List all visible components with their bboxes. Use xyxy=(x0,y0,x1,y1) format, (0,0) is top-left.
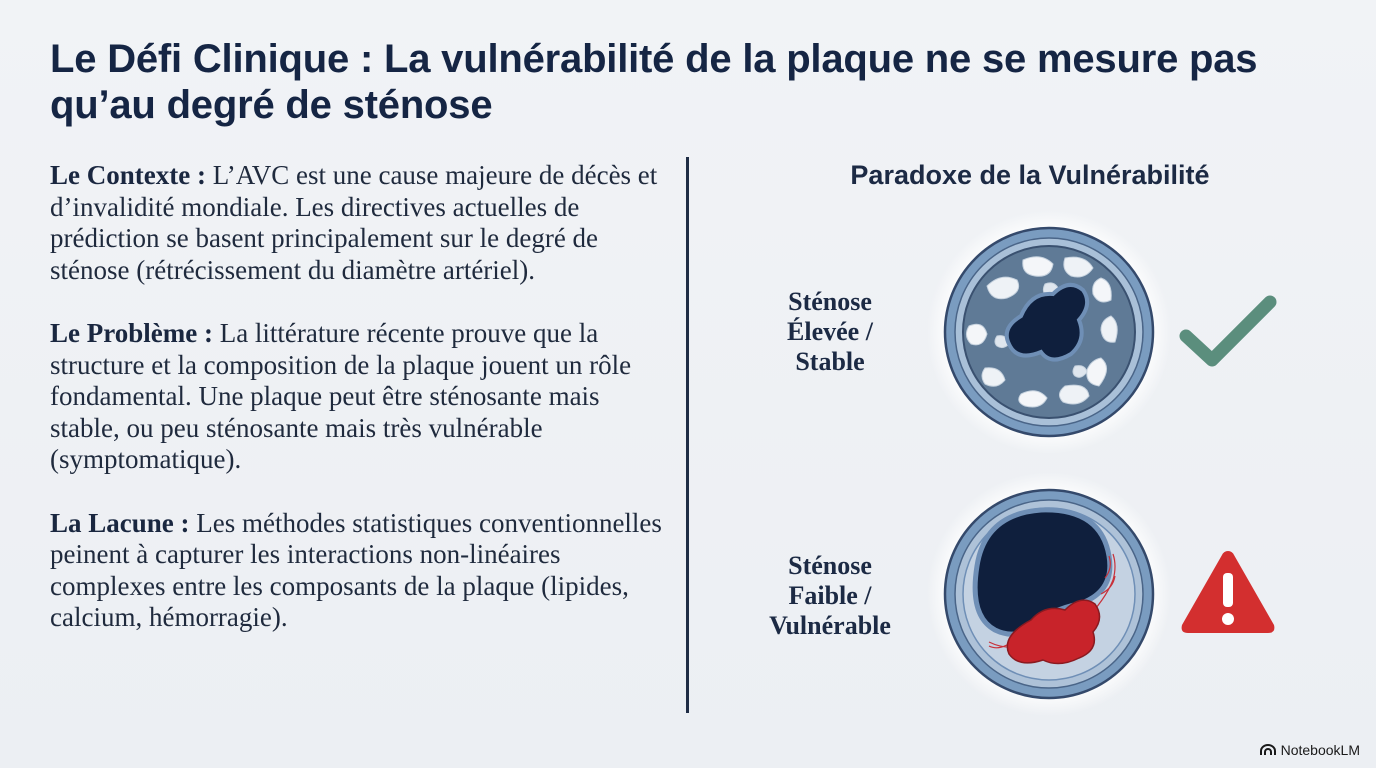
brand-name: NotebookLM xyxy=(1280,742,1360,758)
vessel-vulnerable-illustration xyxy=(925,470,1173,718)
column-divider xyxy=(686,157,689,713)
section-gap-label: La Lacune : xyxy=(50,507,190,538)
section-problem-text: La littérature récente prouve que la structure et la composition de la plaque jouent un rôle fondamental. Une plaque peut être sténosante mais stable, ou peu sténosante mais très vulnérable (symptomatique). xyxy=(50,318,632,474)
notebooklm-logo-icon xyxy=(1260,744,1276,756)
check-icon xyxy=(1178,292,1278,372)
section-gap xyxy=(50,508,670,634)
section-context xyxy=(50,160,670,286)
page-title: Le Défi Clinique : La vulnérabilité de la plaque ne se mesure pas qu’au degré de sténose xyxy=(50,37,1258,127)
context-column xyxy=(50,160,670,666)
vessel-stable-illustration xyxy=(925,208,1173,456)
vessel-stable-label-line: Stable xyxy=(795,347,865,376)
section-context-text: L’AVC est une cause majeure de décès et d’invalidité mondiale. Les directives actuelles de prédiction se basent principalement sur le degré de sténose (rétrécissement du diamètre artériel). xyxy=(50,160,658,285)
warning-icon xyxy=(1178,545,1278,637)
section-problem xyxy=(50,318,670,476)
vessel-stable-label-line: Élevée / xyxy=(787,317,873,346)
diagram-title: Paradoxe de la Vulnérabilité xyxy=(850,160,1210,190)
vessel-vulnerable-label-line: Faible / xyxy=(788,581,872,610)
notebooklm-brand xyxy=(1260,742,1360,758)
vessel-vulnerable-label-line: Sténose xyxy=(788,551,872,580)
section-gap-text: Les méthodes statistiques conventionnelles peinent à capturer les interactions non-linéaires complexes entre les composants de la plaque (lipides, calcium, hémorragie). xyxy=(50,507,662,632)
section-context-label: Le Contexte : xyxy=(50,160,206,190)
section-problem-label: Le Problème : xyxy=(50,318,213,348)
vessel-vulnerable-label-line: Vulnérable xyxy=(769,611,891,640)
vessel-stable-label-line: Sténose xyxy=(788,287,872,316)
vessel-stable-label xyxy=(745,287,915,377)
vessel-vulnerable-label xyxy=(745,551,915,641)
